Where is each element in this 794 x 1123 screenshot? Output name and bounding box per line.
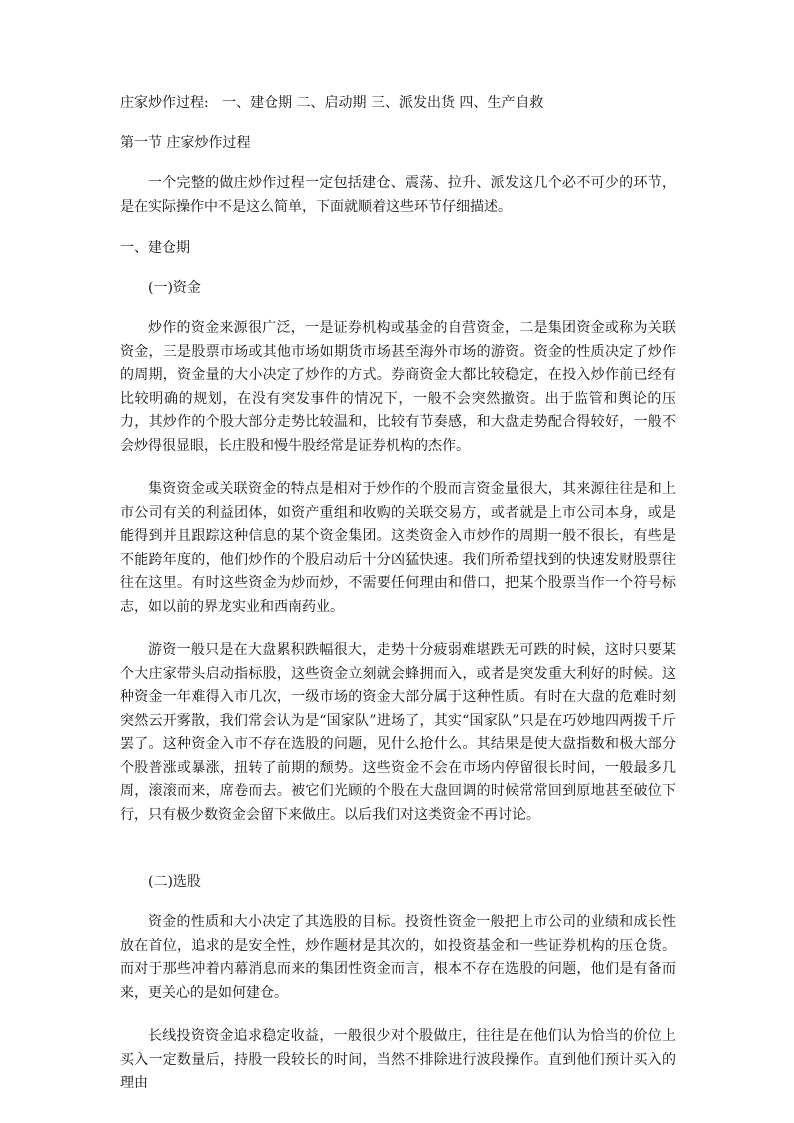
toc-stages: 一、建仓期 二、启动期 三、派发出货 四、生产自救	[222, 95, 544, 111]
funds-paragraph-1: 炒作的资金来源很广泛，一是证券机构或基金的自营资金，二是集团资金或称为关联资金，三是股票市场或其他市场如期货市场甚至海外市场的游资。资金的性质决定了炒作的周期，资金量的大小决定了炒作的方式。券商资金大都比较稳定，在投入炒作前已经有比较明确的规划，在没有突发事件的情况下，一般不会突然撤资。出于监管和舆论的压力，其炒作的个股大部分走势比较温和，比较有节奏感，和大盘走势配合得较好，一般不会炒得很显眼，长庄股和慢牛股经常是证券机构的杰作。	[120, 320, 676, 454]
intro-paragraph: 一个完整的做庄炒作过程一定包括建仓、震荡、拉升、派发这几个必不可少的环节，是在实际操作中不是这么简单，下面就顺着这些环节仔细描述。	[120, 175, 676, 215]
part1-heading: 一、建仓期	[120, 240, 190, 256]
stock-selection-heading: (二)选股	[148, 874, 201, 890]
document-page	[120, 92, 676, 1096]
toc-line	[120, 92, 676, 114]
stock-selection-paragraph-2: 长线投资资金追求稳定收益，一般很少对个股做庄，往往是在他们认为恰当的价位上买入一定数量后，持股一段较长的时间，当然不排除进行波段操作。直到他们预计买入的理由	[120, 1028, 676, 1091]
funds-paragraph-2: 集资资金或关联资金的特点是相对于炒作的个股而言资金量很大，其来源往往是和上市公司有关的利益团体，如资产重组和收购的关联交易方，或者就是上市公司本身，或是能得到并且跟踪这种信息的某个资金集团。这类资金入市炒作的周期一般不很长，有些是不能跨年度的，他们炒作的个股启动后十分凶猛快速。我们所希望找到的快速发财股票往往在这里。有时这些资金为炒而炒，不需要任何理由和借口，把某个股票当作一个符号标志，如以前的界龙实业和西南药业。	[120, 481, 676, 615]
funds-heading: (一)资金	[148, 280, 201, 296]
section-title: 第一节 庄家炒作过程	[120, 135, 251, 151]
toc-label: 庄家炒作过程:	[120, 95, 209, 111]
funds-paragraph-3: 游资一般只是在大盘累积跌幅很大，走势十分疲弱难堪跌无可跌的时候，这时只要某个大庄家带头启动指标股，这些资金立刻就会蜂拥而入，或者是突发重大利好的时候。这种资金一年难得入市几次，一级市场的资金大部分属于这种性质。有时在大盘的危难时刻突然云开雾散，我们常会认为是“国家队”进场了，其实“国家队”只是在巧妙地四两拨千斤罢了。这种资金入市不存在选股的问题，见什么抢什么。其结果是使大盘指数和极大部分个股普涨或暴涨，扭转了前期的颓势。这些资金不会在市场内停留很长时间，一般最多几周，滚滚而来，席卷而去。被它们光顾的个股在大盘回调的时候常常回到原地甚至破位下行，只有极少数资金会留下来做庄。以后我们对这类资金不再讨论。	[120, 642, 676, 823]
stock-selection-paragraph-1: 资金的性质和大小决定了其选股的目标。投资性资金一般把上市公司的业绩和成长性放在首位，追求的是安全性，炒作题材是其次的，如投资基金和一些证券机构的压仓货。而对于那些冲着内幕消息而来的集团性资金而言，根本不存在选股的问题，他们是有备而来，更关心的是如何建仓。	[120, 914, 676, 1001]
